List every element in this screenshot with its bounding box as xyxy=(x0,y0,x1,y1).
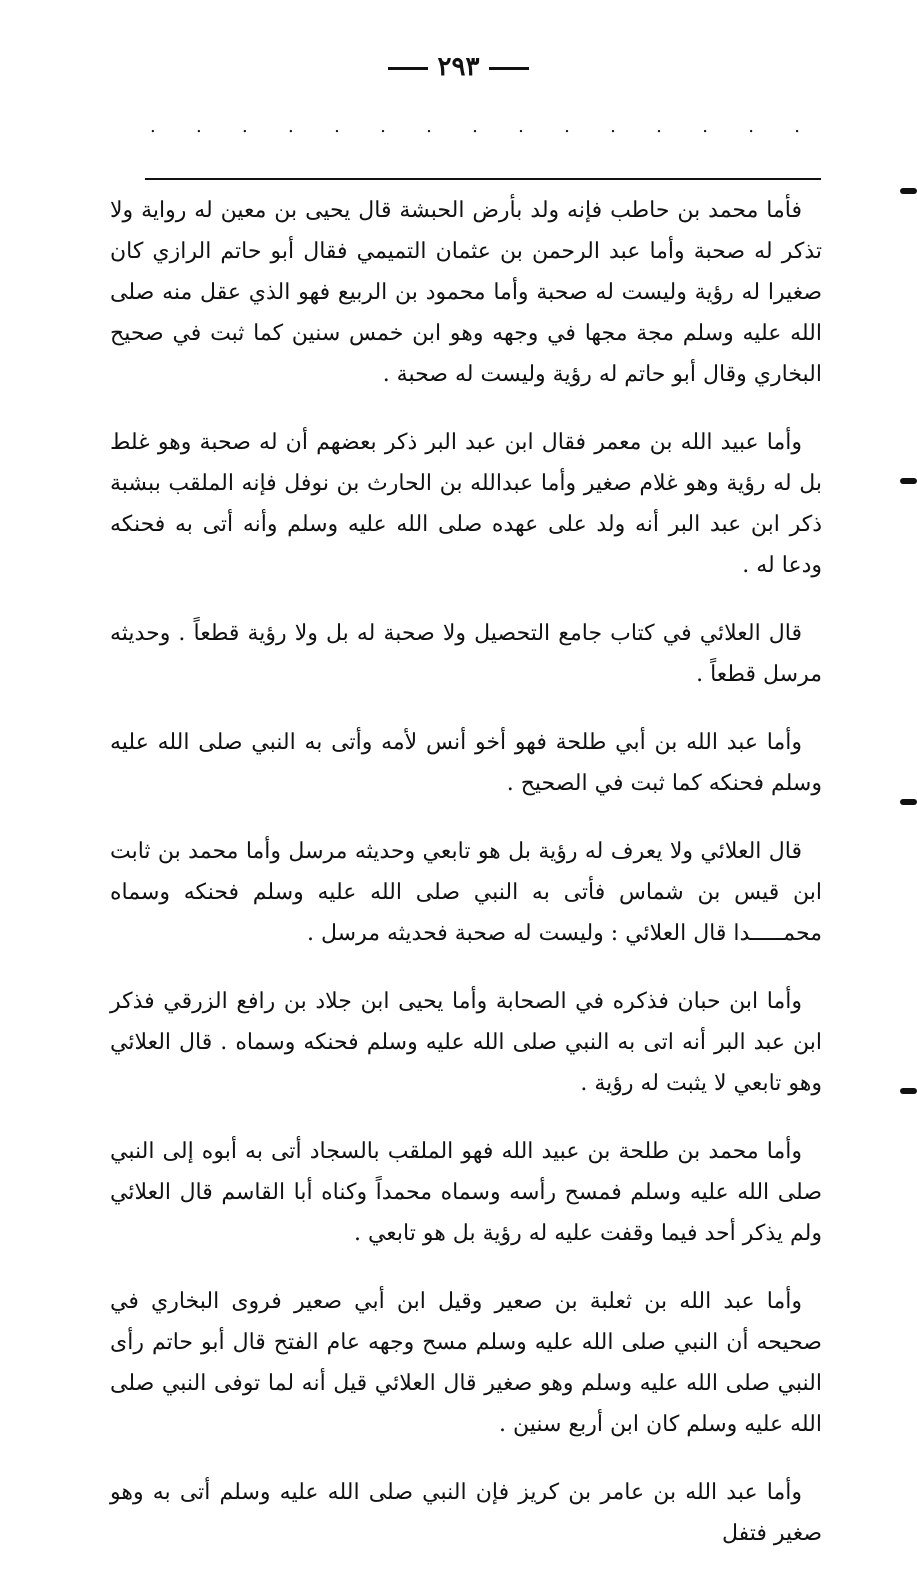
dot: . xyxy=(748,116,754,137)
paragraph: وأما ابن حبان فذكره في الصحابة وأما يحيى ابن جلاد بن رافع الزرقي فذكر ابن عبد البر أنه اتى به النبي صلى الله عليه وسلم فحنكه وسماه . قال العلائي وهو تابعي لا يثبت له رؤية . xyxy=(110,989,822,1096)
edge-mark xyxy=(900,188,917,194)
dot: . xyxy=(380,116,386,137)
dot: . xyxy=(150,116,156,137)
paragraph: قال العلائي في كتاب جامع التحصيل ولا صحبة له بل ولا رؤية قطعاً . وحديثه مرسل قطعاً . xyxy=(110,621,822,687)
paragraph: وأما محمد بن طلحة بن عبيد الله فهو الملقب بالسجاد أتى به أبوه إلى النبي صلى الله عليه وسلم فمسح رأسه وسماه محمداً وكناه أبا القاسم قال العلائي ولم يذكر أحد فيما وقفت عليه له رؤية بل هو تابعي . xyxy=(110,1139,822,1246)
body-text xyxy=(110,190,822,1581)
dot: . xyxy=(334,116,340,137)
dot: . xyxy=(794,116,800,137)
paragraph: وأما عبيد الله بن معمر فقال ابن عبد البر ذكر بعضهم أن له صحبة وهو غلط بل له رؤية وهو غلام صغير وأما عبدالله بن الحارث بن نوفل فإنه الملقب ببشبة ذكر ابن عبد البر أنه ولد على عهده صلى الله عليه وسلم وأنه أتى به فحنكه ودعا له . xyxy=(110,430,822,578)
paragraph: وأما عبد الله بن عامر بن كريز فإن النبي صلى الله عليه وسلم أتى به وهو صغير فتفل xyxy=(110,1480,822,1546)
dot: . xyxy=(196,116,202,137)
paragraph: قال العلائي ولا يعرف له رؤية بل هو تابعي وحديثه مرسل وأما محمد بن ثابت ابن قيس بن شماس فأتى به النبي صلى الله عليه وسلم فحنكه وسماه محمـــــدا قال العلائي : وليست له صحبة فحديثه مرسل . xyxy=(110,839,822,946)
page-number-text: ٢٩٣ xyxy=(437,52,480,82)
dot: . xyxy=(242,116,248,137)
dot: . xyxy=(656,116,662,137)
dot: . xyxy=(518,116,524,137)
paragraph: وأما عبد الله بن أبي طلحة فهو أخو أنس لأمه وأتى به النبي صلى الله عليه وسلم فحنكه كما ثبت في الصحيح . xyxy=(110,730,822,796)
paragraph: فأما محمد بن حاطب فإنه ولد بأرض الحبشة قال يحيى بن معين له رواية ولا تذكر له صحبة وأما عبد الرحمن بن عثمان التميمي فقال أبو حاتم الرازي كان صغيرا له رؤية وليست له صحبة وأما محمود بن الربيع فهو الذي عقل منه صلى الله عليه وسلم مجة مجها في وجهه وهو ابن خمس سنين كما ثبت في صحيح البخاري وقال أبو حاتم له رؤية وليست له صحبة . xyxy=(110,198,822,387)
dot: . xyxy=(426,116,432,137)
dot: . xyxy=(610,116,616,137)
dot: . xyxy=(472,116,478,137)
edge-mark xyxy=(900,1088,917,1094)
edge-mark xyxy=(900,478,917,484)
page-number xyxy=(0,52,917,82)
decorative-dots xyxy=(150,116,800,137)
page-number-dash-right xyxy=(388,67,428,70)
dot: . xyxy=(564,116,570,137)
dot: . xyxy=(702,116,708,137)
page-number-dash-left xyxy=(489,67,529,70)
paragraph: وأما عبد الله بن ثعلبة بن صعير وقيل ابن أبي صعير فروى البخاري في صحيحه أن النبي صلى الله عليه وسلم مسح وجهه عام الفتح قال أبو حاتم رأى النبي صلى الله عليه وسلم وهو صغير قال العلائي قيل أنه لما توفى النبي صلى الله عليه وسلم كان ابن أربع سنين . xyxy=(110,1289,822,1437)
edge-mark xyxy=(900,799,917,805)
header-rule xyxy=(145,178,821,180)
dot: . xyxy=(288,116,294,137)
